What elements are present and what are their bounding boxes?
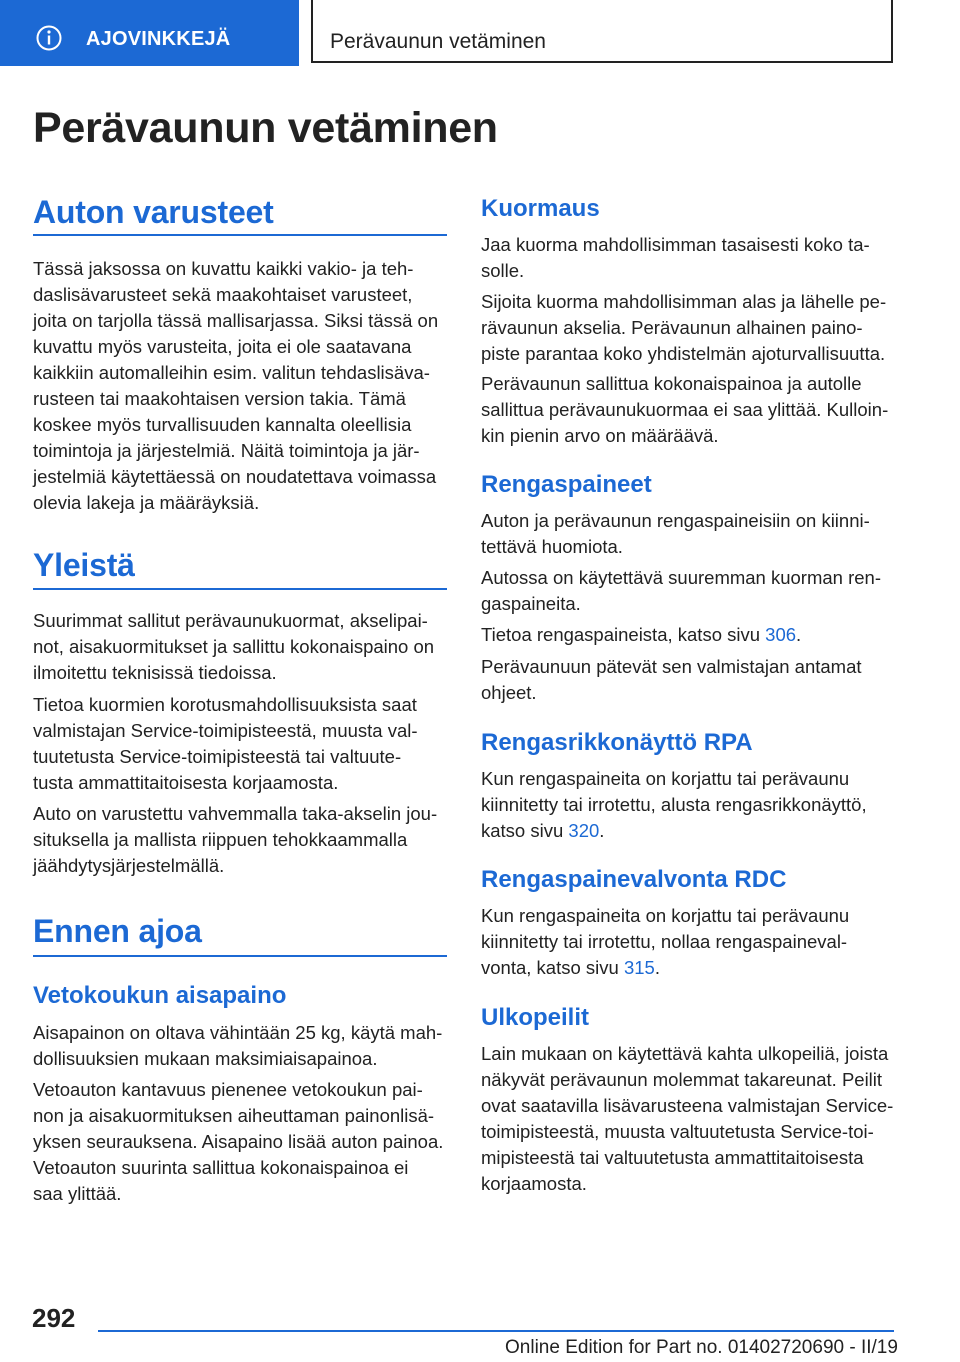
rpa-text: Kun rengaspaineita on korjattu tai perävaunu kiinnitetty tai irrotettu, alusta rengasrikkonäyttö, katso sivu [481,768,867,841]
page-header [0,0,960,66]
heading-rule [33,234,447,236]
yleista-paragraph-3: Auto on varustettu vahvemmalla taka-akselin jou- situksella ja mallista riippuen tehokkaammalla jäähdytysjärjestelmällä. [33,803,438,876]
heading-yleista: Yleistä [33,547,135,583]
kuormaus-paragraph-3: Perävaunun sallittua kokonaispainoa ja autolle sallittua perävaunukuormaa ei saa ylittää. Kulloin- kin pienin arvo on määräävä. [481,373,889,446]
info-icon [36,25,62,51]
aisapaino-paragraph-2: Vetoauton kantavuus pienenee vetokoukun pai- non ja aisakuormituksen aiheuttaman painonlisä- yksen seurauksena. Aisapaino lisää auton painoa. Vetoauton suurinta sallittua kokonaispainoa ei saa ylittää. [33,1079,444,1204]
heading-rule [33,588,447,590]
heading-rengaspainevalvonta-rdc: Rengaspainevalvonta RDC [481,866,787,893]
heading-ulkopeilit: Ulkopeilit [481,1004,590,1031]
heading-rengaspaineet: Rengaspaineet [481,471,652,498]
section-label: Perävaunun vetäminen [330,30,546,53]
ulkopeilit-paragraph: Lain mukaan on käytettävä kahta ulkopeiliä, joista näkyvät perävaunun molemmat takareunat. Peilit ovat saatavilla lisävarusteena valmistajan Service- toimipisteestä, muusta valtuutetusta Service-toi- mipisteestä tai valtuutetusta ammattitaitoisesta korjaamosta. [481,1043,894,1194]
rengaspaineet-paragraph-4: Perävaunuun pätevät sen valmistajan antamat ohjeet. [481,656,862,703]
chapter-label: AJOVINKKEJÄ [86,28,231,50]
yleista-paragraph-1: Suurimmat sallitut perävaunukuormat, akselipai- not, aisakuormitukset ja sallittu kokonaispaino on ilmoitettu teknisissä tiedoissa. [33,610,435,683]
heading-auton-varusteet: Auton varusteet [33,194,274,230]
kuormaus-paragraph-1: Jaa kuorma mahdollisimman tasaisesti koko ta- solle. [481,234,870,281]
page-number: 292 [32,1303,76,1333]
chapter-tab[interactable] [0,0,299,66]
yleista-paragraph-2: Tietoa kuormien korotusmahdollisuuksista saat valmistajan Service-toimipisteestä, muusta val- tuutetusta Service-toimipisteestä tai valtuute- tusta ammattitaitoisesta korjaamosta. [33,694,418,793]
rengaspaineet-paragraph-1: Auton ja perävaunun rengaspaineisiin on kiinni- tettävä huomiota. [481,510,870,557]
rengaspaineet-paragraph-2: Autossa on käytettävä suuremman kuorman ren- gaspaineita. [481,567,881,614]
heading-kuormaus: Kuormaus [481,195,600,222]
auton-varusteet-text: Tässä jaksossa on kuvattu kaikki vakio- ja teh- daslisävarusteet sekä maakohtaiset varusteet, joita on tarjolla tässä mallisarjassa. Siksi tässä on kuvattu myös varusteita, joita ei ole saatavana kaikkiin automalleihin esim. valitun tehdaslisäva- rusteen tai maakohtaisen version takia. Tämä koskee myös turvallisuuden kannalta oleellisia toimintoja ja järjestelmiä. Näitä toimintoja ja jär- jestelmiä käytettäessä on noudatettava voimassa olevia lakeja ja määräyksiä. [33,258,439,513]
edition-note: Online Edition for Part no. 01402720690 - II/19 [505,1337,898,1358]
kuormaus-paragraph-2: Sijoita kuorma mahdollisimman alas ja lähelle pe- rävaunun akselia. Perävaunun alhainen paino- piste parantaa koko yhdistelmän ajoturvallisuutta. [481,291,887,364]
aisapaino-paragraph-1: Aisapainon on oltava vähintään 25 kg, käytä mah- dollisuuksien mukaan maksimiaisapainoa. [33,1022,443,1069]
heading-rule [33,955,447,957]
rdc-text: Kun rengaspaineita on korjattu tai perävaunu kiinnitetty tai irrotettu, nollaa rengaspaineval- vonta, katso sivu [481,905,850,978]
page-link-320[interactable]: 320 [568,820,600,841]
rpa-paragraph [481,766,867,844]
footer-rule [98,1330,894,1332]
heading-vetokoukun-aisapaino: Vetokoukun aisapaino [33,982,287,1009]
rengaspaineet-ref-end: . [796,624,802,645]
rdc-paragraph [481,903,849,981]
rdc-end: . [654,957,660,978]
page-link-315[interactable]: 315 [623,957,655,978]
rengaspaineet-ref-text: Tietoa rengaspaineista, katso sivu [481,624,766,645]
page-link-306[interactable]: 306 [765,624,797,645]
rpa-end: . [599,820,605,841]
heading-rengasrikkonaytto-rpa: Rengasrikkonäyttö RPA [481,729,753,756]
page-title: Perävaunun vetäminen [33,104,498,152]
heading-ennen-ajoa: Ennen ajoa [33,913,202,949]
section-tab[interactable] [311,0,893,63]
rengaspaineet-paragraph-3 [481,622,801,648]
